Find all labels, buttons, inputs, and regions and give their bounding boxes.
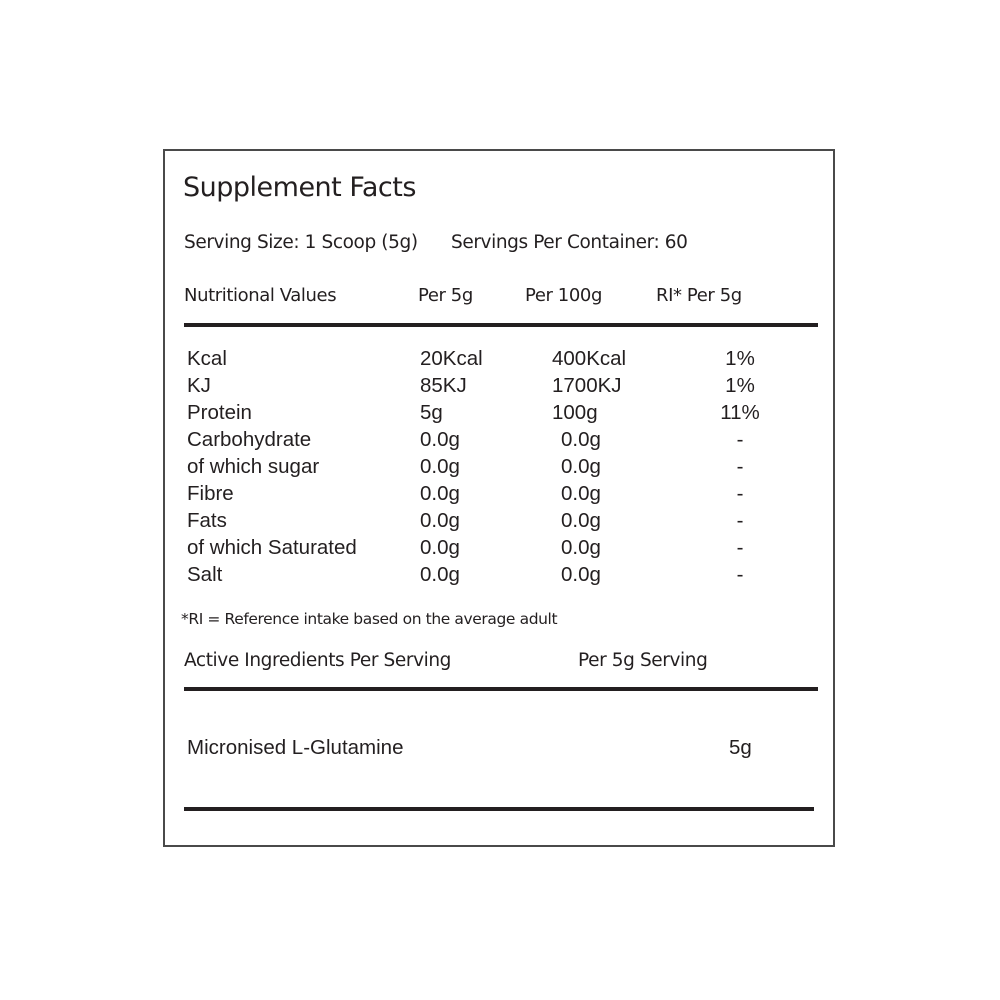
ri-percent: - (736, 536, 744, 559)
value-per-100g: 0.0g (561, 428, 601, 451)
header-per-100g: Per 100g (525, 285, 602, 306)
servings-per-container: Servings Per Container: 60 (451, 232, 688, 253)
table-row (0, 374, 1000, 401)
table-row (0, 347, 1000, 374)
value-per-100g: 0.0g (561, 563, 601, 586)
per-serving-header: Per 5g Serving (578, 650, 708, 671)
active-divider (184, 687, 818, 691)
nutrient-name: KJ (187, 374, 211, 397)
table-row (0, 536, 1000, 563)
value-per-5g: 0.0g (420, 563, 460, 586)
ingredient-name: Micronised L-Glutamine (187, 736, 404, 759)
value-per-5g: 0.0g (420, 455, 460, 478)
table-row (0, 455, 1000, 482)
ri-percent: - (736, 563, 744, 586)
ri-percent: - (736, 455, 744, 478)
ri-percent: 1% (725, 347, 755, 370)
serving-size: Serving Size: 1 Scoop (5g) (184, 232, 418, 253)
value-per-100g: 400Kcal (552, 347, 627, 370)
header-per-5g: Per 5g (418, 285, 473, 306)
ri-percent: - (736, 509, 744, 532)
value-per-5g: 0.0g (420, 428, 460, 451)
nutrient-name: of which Saturated (187, 536, 357, 559)
table-row (0, 563, 1000, 590)
panel-title: Supplement Facts (183, 172, 416, 203)
value-per-100g: 0.0g (561, 482, 601, 505)
table-row (0, 428, 1000, 455)
header-ri-per-5g: RI* Per 5g (656, 285, 742, 306)
value-per-100g: 0.0g (561, 455, 601, 478)
nutrient-name: of which sugar (187, 455, 320, 478)
nutrient-name: Kcal (187, 347, 227, 370)
value-per-5g: 0.0g (420, 509, 460, 532)
nutrient-name: Salt (187, 563, 223, 586)
nutrient-name: Fibre (187, 482, 234, 505)
ri-percent: - (736, 428, 744, 451)
value-per-100g: 100g (552, 401, 598, 424)
ri-footnote: *RI = Reference intake based on the average adult (181, 610, 558, 628)
nutrient-name: Protein (187, 401, 252, 424)
table-row (0, 482, 1000, 509)
ri-percent: - (736, 482, 744, 505)
value-per-100g: 0.0g (561, 536, 601, 559)
value-per-100g: 1700KJ (552, 374, 622, 397)
ri-percent: 1% (725, 374, 755, 397)
active-ingredients-header: Active Ingredients Per Serving (184, 650, 452, 671)
nutrient-name: Carbohydrate (187, 428, 312, 451)
value-per-5g: 0.0g (420, 536, 460, 559)
value-per-5g: 20Kcal (420, 347, 483, 370)
ri-percent: 11% (720, 401, 760, 424)
header-divider (184, 323, 818, 327)
value-per-5g: 85KJ (420, 374, 467, 397)
bottom-divider (184, 807, 814, 811)
header-nutritional-values: Nutritional Values (184, 285, 337, 306)
table-row (0, 509, 1000, 536)
value-per-5g: 5g (420, 401, 443, 424)
value-per-100g: 0.0g (561, 509, 601, 532)
nutrient-name: Fats (187, 509, 227, 532)
table-row (0, 401, 1000, 428)
ingredient-amount: 5g (729, 736, 752, 759)
value-per-5g: 0.0g (420, 482, 460, 505)
